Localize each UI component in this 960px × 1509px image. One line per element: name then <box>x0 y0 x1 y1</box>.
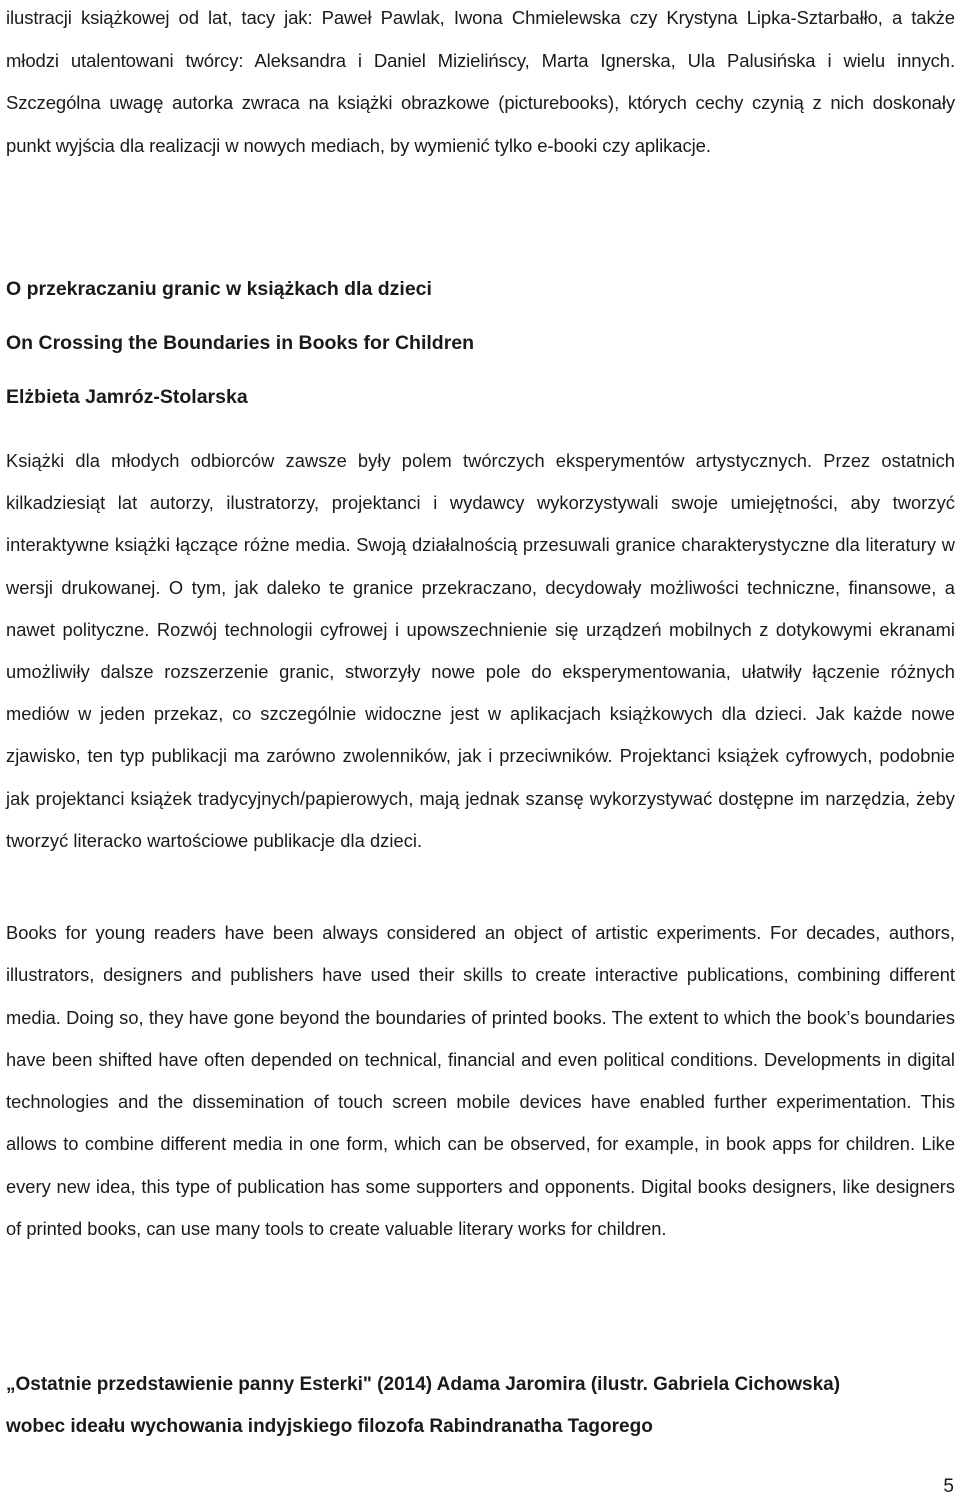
next-article-title <box>6 1364 955 1448</box>
article-title-polish: O przekraczaniu granic w książkach dla dzieci <box>6 278 432 300</box>
next-article-title-line-2: wobec ideału wychowania indyjskiego filozofa Rabindranatha Tagorego <box>6 1416 653 1437</box>
abstract-polish: Książki dla młodych odbiorców zawsze były polem twórczych eksperymentów artystycznych. Przez ostatnich kilkadziesiąt lat autorzy, ilustratorzy, projektanci i wydawcy wykorzystywali swoje umiejętności, aby tworzyć interaktywne książki łączące różne media. Swoją działalnością przesuwali granice charakterystyczne dla literatury w wersji drukowanej. O tym, jak daleko te granice przekraczano, decydowały możliwości techniczne, finansowe, a nawet polityczne. Rozwój technologii cyfrowej i upowszechnienie się urządzeń mobilnych z dotykowymi ekranami umożliwiły dalsze rozszerzenie granic, stworzyły nowe pole do eksperymentowania, ułatwiły łączenie różnych mediów w jeden przekaz, co szczególnie widoczne jest w aplikacjach książkowych dla dzieci. Jak każde nowe zjawisko, ten typ publikacji ma zarówno zwolenników, jak i przeciwników. Projektanci książek cyfrowych, podobnie jak projektanci książek tradycyjnych/papierowych, mają jednak szansę wykorzystywać dostępne im narzędzia, żeby tworzyć literacko wartościowe publikacje dla dzieci. <box>6 450 955 851</box>
abstract-english: Books for young readers have been always considered an object of artistic experiments. For decades, authors, illustrators, designers and publishers have used their skills to create interactive publications, combining different media. Doing so, they have gone beyond the boundaries of printed books. The extent to which the book’s boundaries have been shifted have often depended on technical, financial and even political conditions. Developments in digital technologies and the dissemination of touch screen mobile devices have enabled further experimentation. This allows to combine different media in one form, which can be observed, for example, in book apps for children. Like every new idea, this type of publication has some supporters and opponents. Digital books designers, like designers of printed books, can use many tools to create valuable literary works for children. <box>6 922 955 1240</box>
intro-paragraph: ilustracji książkowej od lat, tacy jak: Paweł Pawlak, Iwona Chmielewska czy Krystyna Lipka-Sztarbałło, a także młodzi utalentowani twórcy: Aleksandra i Daniel Mizielińscy, Marta Ignerska, Ula Palusińska i wielu innych. Szczególna uwagę autorka zwraca na książki obrazkowe (picturebooks), których cechy czynią z nich doskonały punkt wyjścia dla realizacji w nowych mediach, by wymienić tylko e-booki czy aplikacje. <box>6 7 955 156</box>
page-number: 5 <box>943 1476 954 1497</box>
article-title-english: On Crossing the Boundaries in Books for Children <box>6 332 475 354</box>
next-article-title-line-1: „Ostatnie przedstawienie panny Esterki" (2014) Adama Jaromira (ilustr. Gabriela Cichowska) <box>6 1374 841 1395</box>
article-author: Elżbieta Jamróz-Stolarska <box>6 386 248 408</box>
